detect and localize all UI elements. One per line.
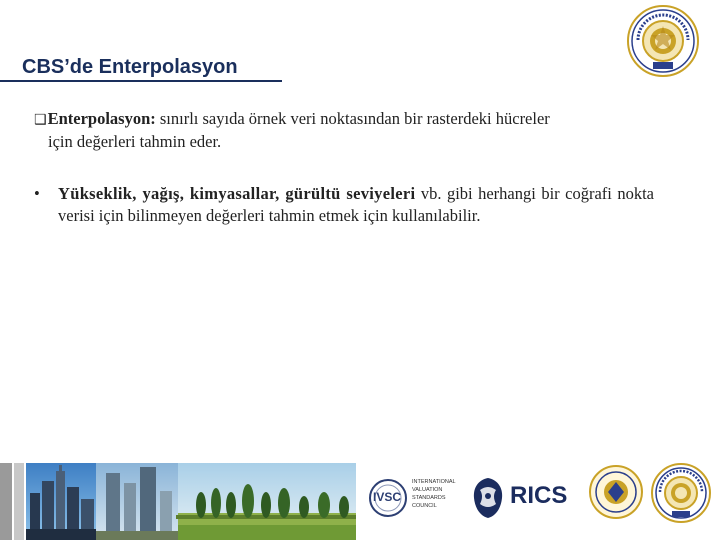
footer-photo-strip: [26, 463, 356, 540]
bullet-icon: •: [34, 184, 40, 203]
ankara-university-small-logo: [650, 462, 712, 524]
definition-paragraph: [34, 108, 654, 153]
usage-paragraph: [34, 183, 654, 227]
slide-title: CBS’de Enterpolasyon: [22, 56, 238, 78]
ivsc-logo: [368, 470, 460, 532]
title-underline: [0, 80, 282, 82]
ankara-university-logo: [626, 4, 700, 78]
footer-accent-bar: [0, 463, 12, 540]
definition-term: Enterpolasyon:: [47, 109, 156, 128]
definition-text-continued: için değerleri tahmin eder.: [48, 132, 222, 151]
ivsc-text: IVSC: [373, 490, 402, 504]
rics-logo: [470, 470, 578, 526]
usage-term: Yükseklik, yağış, kimyasallar, gürültü seviyeleri: [58, 184, 416, 203]
definition-text: sınırlı sayıda örnek veri noktasından bir rasterdeki hücreler: [155, 109, 550, 128]
checkbox-bullet-icon: ❑: [34, 112, 47, 128]
rics-text: RICS: [510, 482, 568, 509]
footer-accent-bar-light: [14, 463, 24, 540]
rics-lion-icon: [470, 476, 506, 520]
slide-content: [34, 108, 654, 227]
emblem-seal-icon: [588, 464, 644, 520]
ivsc-caption: INTERNATIONAL VALUATION STANDARDS COUNCIL: [412, 479, 456, 509]
usage-text: vb. gibi herhangi bir coğrafi nokta verisi için bilinmeyen değerleri tahmin etmek için kullanılabilir.: [58, 184, 654, 225]
